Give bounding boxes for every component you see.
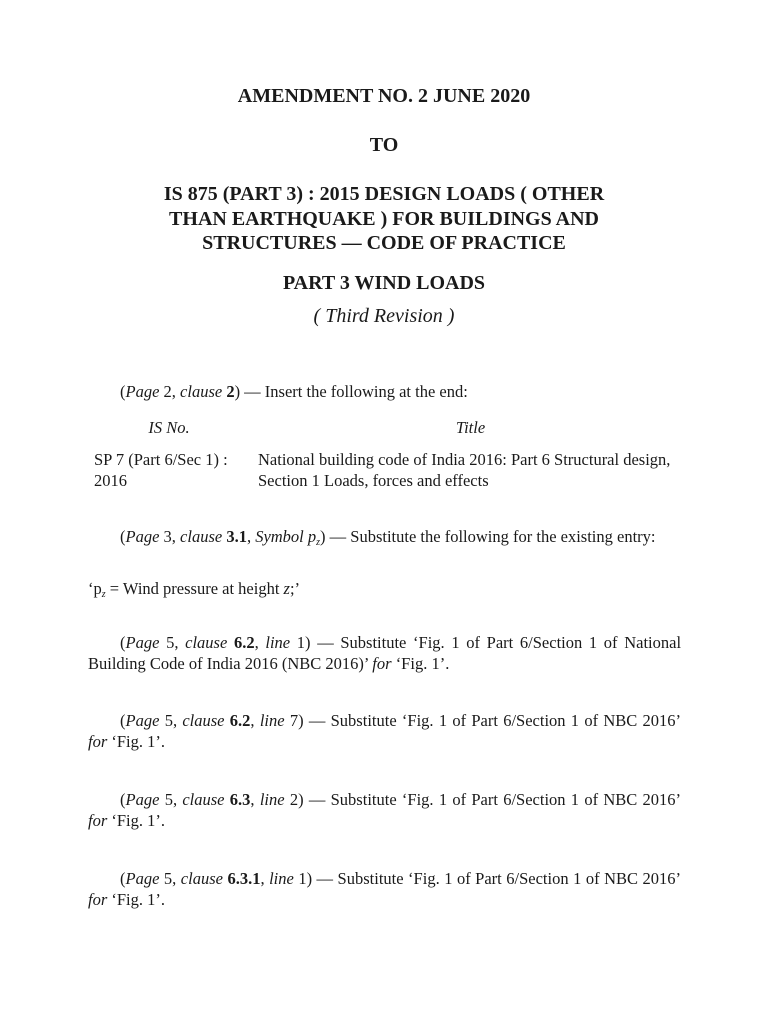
entry-symbol: ‘p: [88, 579, 102, 598]
ref-page: Page: [125, 711, 160, 730]
amendment-tail: ‘Fig. 1’.: [391, 654, 450, 673]
table-header-is-no: IS No.: [148, 418, 190, 437]
table-cell-title: National building code of India 2016: Part 6 Structural design, Section 1 Loads, forces and effects: [258, 450, 671, 490]
document-title-line-2: THAN EARTHQUAKE ) FOR BUILDINGS AND: [169, 208, 599, 230]
ref-page: Page: [125, 869, 160, 888]
amendment-text: ) — Substitute ‘Fig. 1 of Part 6/Section 1 of NBC 2016’: [306, 869, 682, 888]
entry-variable: z: [283, 579, 290, 598]
amendment-text: ) — Substitute ‘Fig. 1 of Part 6/Section 1 of NBC 2016’: [298, 790, 682, 809]
amendment-text: ) — Insert the following at the end:: [234, 382, 468, 401]
ref-clause-no: 6.3: [229, 790, 251, 809]
amendment-item-4: (Page 5, clause 6.2, line 7) — Substitute ‘Fig. 1 of Part 6/Section 1 of NBC 2016’ for ‘Fig. 1’.: [88, 711, 682, 751]
ref-clause-no: 3.1: [226, 527, 247, 546]
ref-page-no: 5: [166, 633, 175, 652]
ref-line-no: 2: [289, 790, 299, 809]
to-label: TO: [369, 134, 399, 156]
part-heading: PART 3 WIND LOADS: [282, 272, 486, 294]
amendment-entry: [88, 578, 681, 605]
ref-line-no: 1: [296, 633, 306, 652]
amendment-item-1: (Page 2, clause 2) — Insert the following at the end:: [120, 382, 468, 401]
amendment-tail: ‘Fig. 1’.: [107, 811, 166, 830]
ref-page-no: 5: [164, 790, 173, 809]
ref-page-no: 2: [163, 382, 172, 401]
subscript-z: z: [101, 589, 106, 600]
ref-page-no: 5: [163, 869, 173, 888]
table-cell-is-no: SP 7 (Part 6/Sec 1) : 2016: [94, 450, 228, 490]
ref-line: line: [265, 633, 291, 652]
ref-clause-no: 6.3.1: [227, 869, 261, 888]
amendment-item-2: (Page 3, clause 3.1, Symbol $p_z$) — Substitute the following for the existing entry:: [120, 527, 656, 548]
for-word: for: [88, 811, 108, 830]
ref-clause: clause: [180, 869, 223, 888]
amendment-text: ) — Substitute ‘Fig. 1 of Part 6/Section 1 of National Building Code of India 2016 (NBC 2016)’: [88, 633, 682, 673]
ref-line-no: 1: [298, 869, 307, 888]
amendment-item-3: (Page 5, clause 6.2, line 1) — Substitute ‘Fig. 1 of Part 6/Section 1 of National Building Code of India 2016 (NBC 2016)’ for ‘Fig. 1’.: [88, 633, 682, 673]
amendment-item-6: (Page 5, clause 6.3.1, line 1) — Substitute ‘Fig. 1 of Part 6/Section 1 of NBC 2016’ for ‘Fig. 1’.: [88, 869, 682, 909]
ref-clause: clause: [182, 711, 225, 730]
ref-clause: clause: [180, 527, 223, 546]
subscript-z: z: [316, 537, 321, 548]
ref-clause: clause: [180, 382, 223, 401]
amendment-item-5: (Page 5, clause 6.3, line 2) — Substitute ‘Fig. 1 of Part 6/Section 1 of NBC 2016’ for ‘Fig. 1’.: [88, 790, 682, 830]
for-word: for: [88, 732, 108, 751]
ref-line-no: 7: [289, 711, 299, 730]
ref-page-no: 3: [163, 527, 172, 546]
ref-clause-no: 6.2: [229, 711, 251, 730]
ref-page: Page: [125, 527, 160, 546]
for-word: for: [372, 654, 392, 673]
amendment-text: ) — Substitute ‘Fig. 1 of Part 6/Section 1 of NBC 2016’: [298, 711, 682, 730]
document-title-line-1: IS 875 (PART 3) : 2015 DESIGN LOADS ( OTHER: [163, 183, 605, 205]
ref-line: line: [269, 869, 294, 888]
amendment-tail: ‘Fig. 1’.: [107, 732, 166, 751]
amendment-title: AMENDMENT NO. 2 JUNE 2020: [237, 85, 531, 107]
revision-label: ( Third Revision ): [313, 305, 455, 327]
entry-close: ;’: [289, 579, 301, 598]
ref-page: Page: [125, 382, 160, 401]
ref-page: Page: [125, 790, 160, 809]
ref-clause-no: 2: [226, 382, 235, 401]
table-header-title: Title: [455, 418, 486, 437]
ref-clause: clause: [185, 633, 228, 652]
amendment-tail: ‘Fig. 1’.: [107, 890, 166, 909]
ref-line: line: [259, 711, 285, 730]
ref-clause-no: 6.2: [233, 633, 255, 652]
ref-line: line: [259, 790, 285, 809]
amendment-text: ) — Substitute the following for the existing entry:: [320, 527, 656, 546]
document-title-line-3: STRUCTURES — CODE OF PRACTICE: [202, 232, 566, 254]
ref-page: Page: [125, 633, 160, 652]
for-word: for: [88, 890, 108, 909]
ref-symbol: Symbol p: [255, 527, 317, 546]
ref-clause: clause: [182, 790, 225, 809]
entry-text: = Wind pressure at height: [105, 579, 284, 598]
ref-page-no: 5: [164, 711, 173, 730]
